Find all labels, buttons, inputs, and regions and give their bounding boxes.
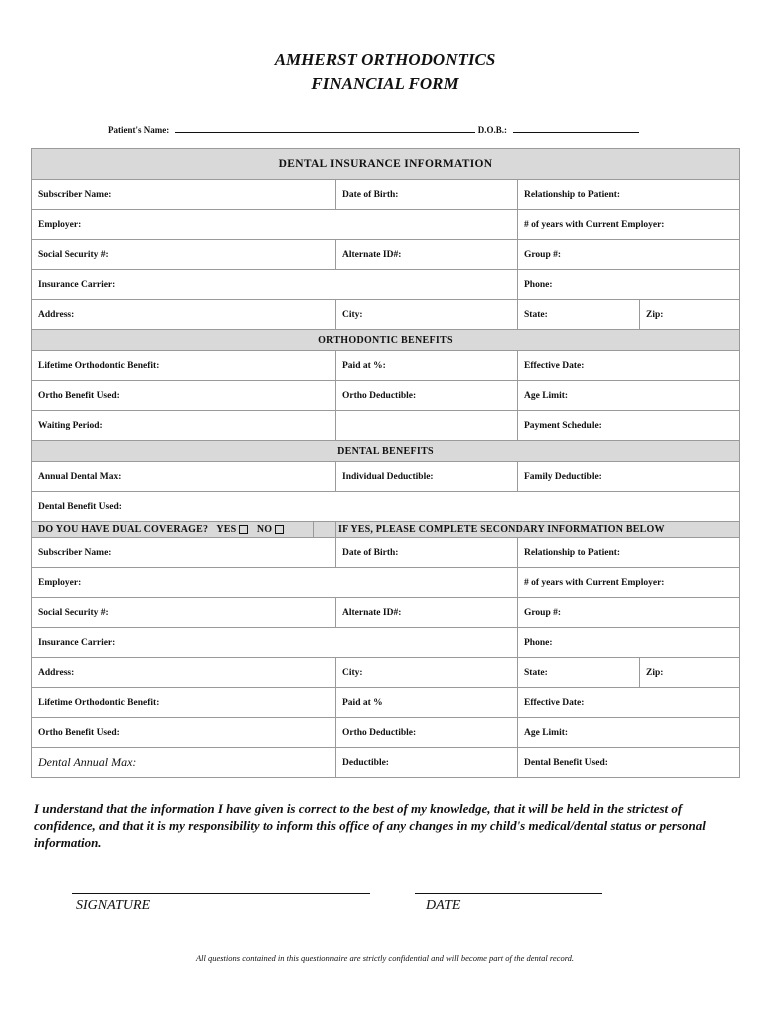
dental-benefit-used-field[interactable]: Dental Benefit Used: xyxy=(32,492,740,522)
paid-at-field[interactable]: Paid at %: xyxy=(336,351,518,381)
patient-line xyxy=(108,124,639,135)
ortho-benefit-used-field[interactable]: Ortho Benefit Used: xyxy=(32,381,336,411)
phone-field[interactable]: Phone: xyxy=(518,270,740,300)
sec-address-field[interactable]: Address: xyxy=(32,658,336,688)
relationship-field[interactable]: Relationship to Patient: xyxy=(518,180,740,210)
date-label: DATE xyxy=(426,898,461,913)
dob-label: D.O.B.: xyxy=(477,125,507,135)
individual-deductible-field[interactable]: Individual Deductible: xyxy=(336,462,518,492)
signature-line[interactable] xyxy=(72,893,370,894)
no-label: NO xyxy=(256,524,273,535)
sec-zip-field[interactable]: Zip: xyxy=(640,658,740,688)
sec-age-limit-field[interactable]: Age Limit: xyxy=(518,718,740,748)
sec-city-field[interactable]: City: xyxy=(336,658,518,688)
address-field[interactable]: Address: xyxy=(32,300,336,330)
signature-label: SIGNATURE xyxy=(76,898,151,913)
ssn-field[interactable]: Social Security #: xyxy=(32,240,336,270)
carrier-field[interactable]: Insurance Carrier: xyxy=(32,270,518,300)
date-line[interactable] xyxy=(415,893,602,894)
footer-note: All questions contained in this questionnaire are strictly confidential and will become part of the dental record. xyxy=(195,953,575,963)
section-dental-insurance: DENTAL INSURANCE INFORMATION xyxy=(32,149,740,180)
state-field[interactable]: State: xyxy=(518,300,640,330)
effective-date-field[interactable]: Effective Date: xyxy=(518,351,740,381)
zip-field[interactable]: Zip: xyxy=(640,300,740,330)
sec-paid-at-field[interactable]: Paid at % xyxy=(336,688,518,718)
years-employer-field[interactable]: # of years with Current Employer: xyxy=(518,210,740,240)
sec-effective-date-field[interactable]: Effective Date: xyxy=(518,688,740,718)
sec-phone-field[interactable]: Phone: xyxy=(518,628,740,658)
sec-ssn-field[interactable]: Social Security #: xyxy=(32,598,336,628)
sec-ortho-benefit-used-field[interactable]: Ortho Benefit Used: xyxy=(32,718,336,748)
annual-dental-max-field[interactable]: Annual Dental Max: xyxy=(32,462,336,492)
group-field[interactable]: Group #: xyxy=(518,240,740,270)
form-title-line2: FINANCIAL FORM xyxy=(311,74,459,93)
waiting-period-field[interactable]: Waiting Period: xyxy=(32,411,336,441)
city-field[interactable]: City: xyxy=(336,300,518,330)
form-title-line1: AMHERST ORTHODONTICS xyxy=(274,50,496,69)
sec-subscriber-name-field[interactable]: Subscriber Name: xyxy=(32,538,336,568)
payment-schedule-field[interactable]: Payment Schedule: xyxy=(518,411,740,441)
dual-coverage-label: DO YOU HAVE DUAL COVERAGE? xyxy=(38,524,209,535)
sec-carrier-field[interactable]: Insurance Carrier: xyxy=(32,628,518,658)
sec-group-field[interactable]: Group #: xyxy=(518,598,740,628)
section-dental-benefits: DENTAL BENEFITS xyxy=(32,441,740,462)
sec-deductible-field[interactable]: Deductible: xyxy=(336,748,518,778)
sec-years-employer-field[interactable]: # of years with Current Employer: xyxy=(518,568,740,598)
sec-employer-field[interactable]: Employer: xyxy=(32,568,518,598)
section-ortho-benefits: ORTHODONTIC BENEFITS xyxy=(32,330,740,351)
ortho-deductible-field[interactable]: Ortho Deductible: xyxy=(336,381,518,411)
sec-ortho-deductible-field[interactable]: Ortho Deductible: xyxy=(336,718,518,748)
patient-name-label: Patient's Name: xyxy=(108,125,170,135)
insurance-table xyxy=(31,148,740,778)
yes-checkbox[interactable] xyxy=(239,525,248,534)
lifetime-benefit-field[interactable]: Lifetime Orthodontic Benefit: xyxy=(32,351,336,381)
sec-dental-annual-max-field[interactable]: Dental Annual Max: xyxy=(32,748,336,778)
patient-name-field[interactable] xyxy=(175,124,475,133)
sec-date-of-birth-field[interactable]: Date of Birth: xyxy=(336,538,518,568)
sec-lifetime-benefit-field[interactable]: Lifetime Orthodontic Benefit: xyxy=(32,688,336,718)
yes-label: YES xyxy=(216,524,237,535)
sec-dental-benefit-used-field[interactable]: Dental Benefit Used: xyxy=(518,748,740,778)
consent-statement: I understand that the information I have given is correct to the best of my knowledge, that it will be held in the strictest of confidence, and that it is my responsibility to inform this office of any changes in my child's medical/dental status or personal information. xyxy=(34,801,706,850)
family-deductible-field[interactable]: Family Deductible: xyxy=(518,462,740,492)
sec-alt-id-field[interactable]: Alternate ID#: xyxy=(336,598,518,628)
sec-relationship-field[interactable]: Relationship to Patient: xyxy=(518,538,740,568)
dual-coverage-question xyxy=(32,522,314,538)
employer-field[interactable]: Employer: xyxy=(32,210,518,240)
age-limit-field[interactable]: Age Limit: xyxy=(518,381,740,411)
sec-state-field[interactable]: State: xyxy=(518,658,640,688)
subscriber-name-field[interactable]: Subscriber Name: xyxy=(32,180,336,210)
no-checkbox[interactable] xyxy=(275,525,284,534)
alt-id-field[interactable]: Alternate ID#: xyxy=(336,240,518,270)
blank-cell[interactable] xyxy=(336,411,518,441)
dual-instruction: IF YES, PLEASE COMPLETE SECONDARY INFORMATION BELOW xyxy=(336,522,740,538)
dual-spacer xyxy=(314,522,336,538)
date-of-birth-field[interactable]: Date of Birth: xyxy=(336,180,518,210)
dob-field[interactable] xyxy=(513,124,639,133)
